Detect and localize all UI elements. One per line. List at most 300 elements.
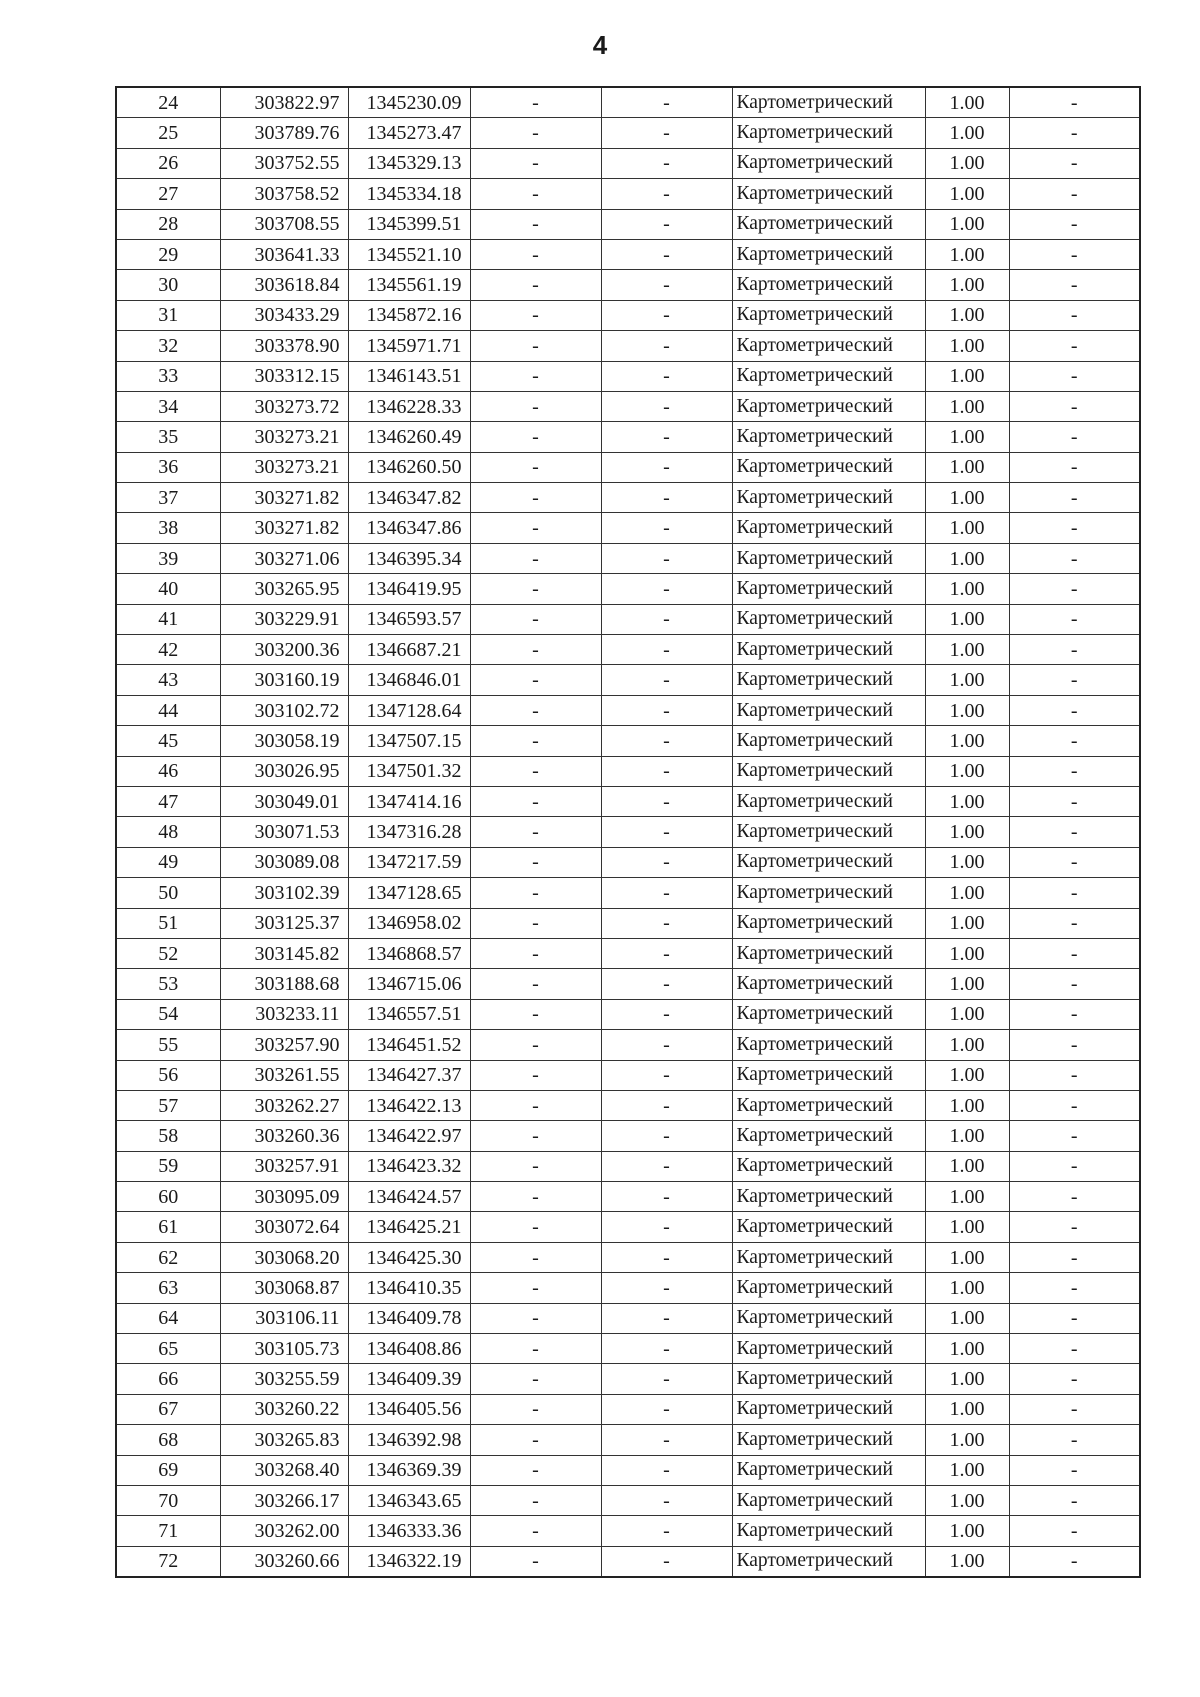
x-coordinate-cell: 303752.55 (220, 148, 348, 178)
method-cell: Картометрический (732, 1516, 925, 1546)
y-coordinate-cell: 1346451.52 (348, 1030, 470, 1060)
table-row (116, 361, 1140, 391)
point-number-cell: 37 (116, 483, 220, 513)
empty-cell-8: - (1009, 1090, 1140, 1120)
x-coordinate-cell: 303266.17 (220, 1485, 348, 1515)
table-row (116, 209, 1140, 239)
precision-cell: 1.00 (925, 1242, 1009, 1272)
empty-cell-5: - (601, 179, 732, 209)
empty-cell-8: - (1009, 1151, 1140, 1181)
precision-cell: 1.00 (925, 361, 1009, 391)
method-cell: Картометрический (732, 908, 925, 938)
x-coordinate-cell: 303271.06 (220, 543, 348, 573)
empty-cell-5: - (601, 1182, 732, 1212)
empty-cell-5: - (601, 786, 732, 816)
empty-cell-8: - (1009, 574, 1140, 604)
x-coordinate-cell: 303789.76 (220, 118, 348, 148)
empty-cell-8: - (1009, 391, 1140, 421)
empty-cell-5: - (601, 635, 732, 665)
y-coordinate-cell: 1346958.02 (348, 908, 470, 938)
y-coordinate-cell: 1347507.15 (348, 726, 470, 756)
precision-cell: 1.00 (925, 1212, 1009, 1242)
empty-cell-4: - (470, 938, 601, 968)
empty-cell-4: - (470, 1090, 601, 1120)
table-row (116, 908, 1140, 938)
method-cell: Картометрический (732, 1425, 925, 1455)
table-row (116, 1060, 1140, 1090)
x-coordinate-cell: 303102.72 (220, 695, 348, 725)
empty-cell-8: - (1009, 1485, 1140, 1515)
empty-cell-8: - (1009, 1182, 1140, 1212)
method-cell: Картометрический (732, 1212, 925, 1242)
point-number-cell: 53 (116, 969, 220, 999)
table-row (116, 847, 1140, 877)
empty-cell-8: - (1009, 422, 1140, 452)
method-cell: Картометрический (732, 87, 925, 118)
table-row (116, 422, 1140, 452)
x-coordinate-cell: 303200.36 (220, 635, 348, 665)
empty-cell-5: - (601, 1485, 732, 1515)
y-coordinate-cell: 1346260.50 (348, 452, 470, 482)
empty-cell-5: - (601, 1242, 732, 1272)
empty-cell-8: - (1009, 87, 1140, 118)
precision-cell: 1.00 (925, 1151, 1009, 1181)
empty-cell-4: - (470, 908, 601, 938)
x-coordinate-cell: 303265.83 (220, 1425, 348, 1455)
precision-cell: 1.00 (925, 1182, 1009, 1212)
coordinates-table (115, 86, 1141, 1578)
x-coordinate-cell: 303378.90 (220, 331, 348, 361)
point-number-cell: 59 (116, 1151, 220, 1181)
point-number-cell: 27 (116, 179, 220, 209)
point-number-cell: 62 (116, 1242, 220, 1272)
precision-cell: 1.00 (925, 786, 1009, 816)
x-coordinate-cell: 303089.08 (220, 847, 348, 877)
x-coordinate-cell: 303102.39 (220, 878, 348, 908)
point-number-cell: 63 (116, 1273, 220, 1303)
empty-cell-5: - (601, 1394, 732, 1424)
method-cell: Картометрический (732, 1060, 925, 1090)
method-cell: Картометрический (732, 938, 925, 968)
precision-cell: 1.00 (925, 1334, 1009, 1364)
empty-cell-8: - (1009, 1425, 1140, 1455)
method-cell: Картометрический (732, 574, 925, 604)
table-row (116, 1546, 1140, 1577)
point-number-cell: 25 (116, 118, 220, 148)
empty-cell-8: - (1009, 543, 1140, 573)
empty-cell-8: - (1009, 148, 1140, 178)
empty-cell-8: - (1009, 513, 1140, 543)
table-row (116, 1212, 1140, 1242)
table-row (116, 1121, 1140, 1151)
point-number-cell: 46 (116, 756, 220, 786)
table-row (116, 391, 1140, 421)
empty-cell-4: - (470, 361, 601, 391)
x-coordinate-cell: 303095.09 (220, 1182, 348, 1212)
empty-cell-4: - (470, 87, 601, 118)
y-coordinate-cell: 1346409.39 (348, 1364, 470, 1394)
x-coordinate-cell: 303068.87 (220, 1273, 348, 1303)
empty-cell-5: - (601, 1516, 732, 1546)
method-cell: Картометрический (732, 1030, 925, 1060)
point-number-cell: 41 (116, 604, 220, 634)
empty-cell-8: - (1009, 604, 1140, 634)
empty-cell-5: - (601, 1060, 732, 1090)
table-row (116, 1485, 1140, 1515)
method-cell: Картометрический (732, 452, 925, 482)
empty-cell-4: - (470, 1364, 601, 1394)
method-cell: Картометрический (732, 635, 925, 665)
table-row (116, 513, 1140, 543)
precision-cell: 1.00 (925, 148, 1009, 178)
precision-cell: 1.00 (925, 635, 1009, 665)
method-cell: Картометрический (732, 1364, 925, 1394)
empty-cell-8: - (1009, 1394, 1140, 1424)
y-coordinate-cell: 1346347.82 (348, 483, 470, 513)
precision-cell: 1.00 (925, 817, 1009, 847)
x-coordinate-cell: 303641.33 (220, 239, 348, 269)
y-coordinate-cell: 1346343.65 (348, 1485, 470, 1515)
empty-cell-5: - (601, 604, 732, 634)
empty-cell-4: - (470, 1516, 601, 1546)
precision-cell: 1.00 (925, 1030, 1009, 1060)
table-row (116, 1273, 1140, 1303)
y-coordinate-cell: 1345273.47 (348, 118, 470, 148)
table-row (116, 604, 1140, 634)
table-row (116, 999, 1140, 1029)
empty-cell-8: - (1009, 999, 1140, 1029)
empty-cell-4: - (470, 969, 601, 999)
empty-cell-8: - (1009, 300, 1140, 330)
precision-cell: 1.00 (925, 179, 1009, 209)
precision-cell: 1.00 (925, 483, 1009, 513)
point-number-cell: 69 (116, 1455, 220, 1485)
x-coordinate-cell: 303271.82 (220, 483, 348, 513)
empty-cell-4: - (470, 756, 601, 786)
y-coordinate-cell: 1346392.98 (348, 1425, 470, 1455)
method-cell: Картометрический (732, 331, 925, 361)
x-coordinate-cell: 303260.66 (220, 1546, 348, 1577)
table-row (116, 543, 1140, 573)
y-coordinate-cell: 1346419.95 (348, 574, 470, 604)
precision-cell: 1.00 (925, 969, 1009, 999)
point-number-cell: 30 (116, 270, 220, 300)
empty-cell-8: - (1009, 695, 1140, 725)
empty-cell-5: - (601, 391, 732, 421)
method-cell: Картометрический (732, 726, 925, 756)
precision-cell: 1.00 (925, 1364, 1009, 1394)
x-coordinate-cell: 303049.01 (220, 786, 348, 816)
empty-cell-5: - (601, 483, 732, 513)
precision-cell: 1.00 (925, 1455, 1009, 1485)
point-number-cell: 35 (116, 422, 220, 452)
empty-cell-8: - (1009, 1273, 1140, 1303)
point-number-cell: 56 (116, 1060, 220, 1090)
table-row (116, 1303, 1140, 1333)
table-body (116, 87, 1140, 1577)
point-number-cell: 68 (116, 1425, 220, 1455)
table-row (116, 938, 1140, 968)
empty-cell-8: - (1009, 817, 1140, 847)
x-coordinate-cell: 303106.11 (220, 1303, 348, 1333)
x-coordinate-cell: 303260.22 (220, 1394, 348, 1424)
point-number-cell: 28 (116, 209, 220, 239)
empty-cell-8: - (1009, 635, 1140, 665)
point-number-cell: 57 (116, 1090, 220, 1120)
empty-cell-8: - (1009, 1121, 1140, 1151)
x-coordinate-cell: 303262.00 (220, 1516, 348, 1546)
empty-cell-4: - (470, 543, 601, 573)
precision-cell: 1.00 (925, 513, 1009, 543)
point-number-cell: 64 (116, 1303, 220, 1333)
method-cell: Картометрический (732, 786, 925, 816)
empty-cell-5: - (601, 1151, 732, 1181)
method-cell: Картометрический (732, 513, 925, 543)
method-cell: Картометрический (732, 1334, 925, 1364)
table-row (116, 118, 1140, 148)
y-coordinate-cell: 1346347.86 (348, 513, 470, 543)
method-cell: Картометрический (732, 1455, 925, 1485)
precision-cell: 1.00 (925, 452, 1009, 482)
y-coordinate-cell: 1346405.56 (348, 1394, 470, 1424)
method-cell: Картометрический (732, 847, 925, 877)
method-cell: Картометрический (732, 1303, 925, 1333)
method-cell: Картометрический (732, 1273, 925, 1303)
x-coordinate-cell: 303026.95 (220, 756, 348, 786)
x-coordinate-cell: 303188.68 (220, 969, 348, 999)
point-number-cell: 54 (116, 999, 220, 1029)
y-coordinate-cell: 1346427.37 (348, 1060, 470, 1090)
empty-cell-5: - (601, 695, 732, 725)
empty-cell-5: - (601, 513, 732, 543)
table-row (116, 1090, 1140, 1120)
x-coordinate-cell: 303265.95 (220, 574, 348, 604)
point-number-cell: 39 (116, 543, 220, 573)
precision-cell: 1.00 (925, 300, 1009, 330)
table-row (116, 1455, 1140, 1485)
point-number-cell: 72 (116, 1546, 220, 1577)
method-cell: Картометрический (732, 1151, 925, 1181)
x-coordinate-cell: 303822.97 (220, 87, 348, 118)
method-cell: Картометрический (732, 118, 925, 148)
y-coordinate-cell: 1346557.51 (348, 999, 470, 1029)
x-coordinate-cell: 303271.82 (220, 513, 348, 543)
y-coordinate-cell: 1345399.51 (348, 209, 470, 239)
precision-cell: 1.00 (925, 209, 1009, 239)
empty-cell-4: - (470, 999, 601, 1029)
point-number-cell: 67 (116, 1394, 220, 1424)
empty-cell-5: - (601, 543, 732, 573)
empty-cell-4: - (470, 786, 601, 816)
empty-cell-4: - (470, 239, 601, 269)
point-number-cell: 26 (116, 148, 220, 178)
y-coordinate-cell: 1346409.78 (348, 1303, 470, 1333)
empty-cell-8: - (1009, 179, 1140, 209)
y-coordinate-cell: 1345329.13 (348, 148, 470, 178)
x-coordinate-cell: 303257.90 (220, 1030, 348, 1060)
y-coordinate-cell: 1345872.16 (348, 300, 470, 330)
empty-cell-8: - (1009, 209, 1140, 239)
point-number-cell: 55 (116, 1030, 220, 1060)
empty-cell-8: - (1009, 726, 1140, 756)
empty-cell-5: - (601, 148, 732, 178)
empty-cell-8: - (1009, 786, 1140, 816)
y-coordinate-cell: 1346422.13 (348, 1090, 470, 1120)
empty-cell-5: - (601, 847, 732, 877)
precision-cell: 1.00 (925, 87, 1009, 118)
empty-cell-5: - (601, 1455, 732, 1485)
table-row (116, 1242, 1140, 1272)
table-row (116, 87, 1140, 118)
empty-cell-5: - (601, 1334, 732, 1364)
point-number-cell: 51 (116, 908, 220, 938)
empty-cell-4: - (470, 1212, 601, 1242)
precision-cell: 1.00 (925, 331, 1009, 361)
empty-cell-8: - (1009, 1546, 1140, 1577)
x-coordinate-cell: 303273.21 (220, 422, 348, 452)
empty-cell-4: - (470, 209, 601, 239)
precision-cell: 1.00 (925, 1273, 1009, 1303)
method-cell: Картометрический (732, 300, 925, 330)
precision-cell: 1.00 (925, 1394, 1009, 1424)
empty-cell-4: - (470, 817, 601, 847)
empty-cell-4: - (470, 391, 601, 421)
y-coordinate-cell: 1346410.35 (348, 1273, 470, 1303)
empty-cell-8: - (1009, 1455, 1140, 1485)
empty-cell-8: - (1009, 969, 1140, 999)
empty-cell-5: - (601, 452, 732, 482)
empty-cell-5: - (601, 908, 732, 938)
point-number-cell: 71 (116, 1516, 220, 1546)
table-row (116, 1364, 1140, 1394)
empty-cell-8: - (1009, 239, 1140, 269)
empty-cell-8: - (1009, 1334, 1140, 1364)
empty-cell-5: - (601, 209, 732, 239)
empty-cell-4: - (470, 1455, 601, 1485)
y-coordinate-cell: 1346369.39 (348, 1455, 470, 1485)
precision-cell: 1.00 (925, 726, 1009, 756)
empty-cell-4: - (470, 513, 601, 543)
y-coordinate-cell: 1346408.86 (348, 1334, 470, 1364)
point-number-cell: 70 (116, 1485, 220, 1515)
empty-cell-5: - (601, 1364, 732, 1394)
empty-cell-5: - (601, 361, 732, 391)
method-cell: Картометрический (732, 1485, 925, 1515)
x-coordinate-cell: 303125.37 (220, 908, 348, 938)
method-cell: Картометрический (732, 391, 925, 421)
precision-cell: 1.00 (925, 1303, 1009, 1333)
method-cell: Картометрический (732, 999, 925, 1029)
method-cell: Картометрический (732, 1090, 925, 1120)
y-coordinate-cell: 1347128.65 (348, 878, 470, 908)
empty-cell-8: - (1009, 1242, 1140, 1272)
empty-cell-4: - (470, 878, 601, 908)
empty-cell-8: - (1009, 908, 1140, 938)
table-row (116, 331, 1140, 361)
y-coordinate-cell: 1346422.97 (348, 1121, 470, 1151)
y-coordinate-cell: 1346260.49 (348, 422, 470, 452)
method-cell: Картометрический (732, 1242, 925, 1272)
precision-cell: 1.00 (925, 118, 1009, 148)
table-row (116, 665, 1140, 695)
empty-cell-4: - (470, 422, 601, 452)
empty-cell-5: - (601, 726, 732, 756)
point-number-cell: 24 (116, 87, 220, 118)
empty-cell-8: - (1009, 878, 1140, 908)
method-cell: Картометрический (732, 969, 925, 999)
method-cell: Картометрический (732, 483, 925, 513)
y-coordinate-cell: 1345521.10 (348, 239, 470, 269)
method-cell: Картометрический (732, 1182, 925, 1212)
table-row (116, 1516, 1140, 1546)
point-number-cell: 42 (116, 635, 220, 665)
empty-cell-4: - (470, 1425, 601, 1455)
method-cell: Картометрический (732, 209, 925, 239)
table-row (116, 239, 1140, 269)
point-number-cell: 48 (116, 817, 220, 847)
x-coordinate-cell: 303312.15 (220, 361, 348, 391)
empty-cell-8: - (1009, 1303, 1140, 1333)
empty-cell-4: - (470, 847, 601, 877)
empty-cell-5: - (601, 300, 732, 330)
table-row (116, 786, 1140, 816)
y-coordinate-cell: 1345334.18 (348, 179, 470, 209)
method-cell: Картометрический (732, 817, 925, 847)
empty-cell-5: - (601, 270, 732, 300)
y-coordinate-cell: 1346687.21 (348, 635, 470, 665)
point-number-cell: 36 (116, 452, 220, 482)
empty-cell-5: - (601, 422, 732, 452)
point-number-cell: 40 (116, 574, 220, 604)
y-coordinate-cell: 1347414.16 (348, 786, 470, 816)
y-coordinate-cell: 1346143.51 (348, 361, 470, 391)
precision-cell: 1.00 (925, 1485, 1009, 1515)
method-cell: Картометрический (732, 543, 925, 573)
y-coordinate-cell: 1346395.34 (348, 543, 470, 573)
precision-cell: 1.00 (925, 239, 1009, 269)
precision-cell: 1.00 (925, 543, 1009, 573)
empty-cell-8: - (1009, 847, 1140, 877)
empty-cell-4: - (470, 604, 601, 634)
y-coordinate-cell: 1345230.09 (348, 87, 470, 118)
point-number-cell: 47 (116, 786, 220, 816)
precision-cell: 1.00 (925, 391, 1009, 421)
method-cell: Картометрический (732, 179, 925, 209)
y-coordinate-cell: 1346846.01 (348, 665, 470, 695)
table-row (116, 1182, 1140, 1212)
y-coordinate-cell: 1345561.19 (348, 270, 470, 300)
point-number-cell: 31 (116, 300, 220, 330)
method-cell: Картометрический (732, 756, 925, 786)
point-number-cell: 66 (116, 1364, 220, 1394)
point-number-cell: 58 (116, 1121, 220, 1151)
table-row (116, 300, 1140, 330)
x-coordinate-cell: 303261.55 (220, 1060, 348, 1090)
empty-cell-8: - (1009, 361, 1140, 391)
empty-cell-5: - (601, 87, 732, 118)
x-coordinate-cell: 303160.19 (220, 665, 348, 695)
empty-cell-5: - (601, 118, 732, 148)
empty-cell-8: - (1009, 1516, 1140, 1546)
empty-cell-5: - (601, 574, 732, 604)
method-cell: Картометрический (732, 422, 925, 452)
point-number-cell: 32 (116, 331, 220, 361)
y-coordinate-cell: 1346228.33 (348, 391, 470, 421)
point-number-cell: 43 (116, 665, 220, 695)
precision-cell: 1.00 (925, 604, 1009, 634)
empty-cell-4: - (470, 148, 601, 178)
precision-cell: 1.00 (925, 1060, 1009, 1090)
